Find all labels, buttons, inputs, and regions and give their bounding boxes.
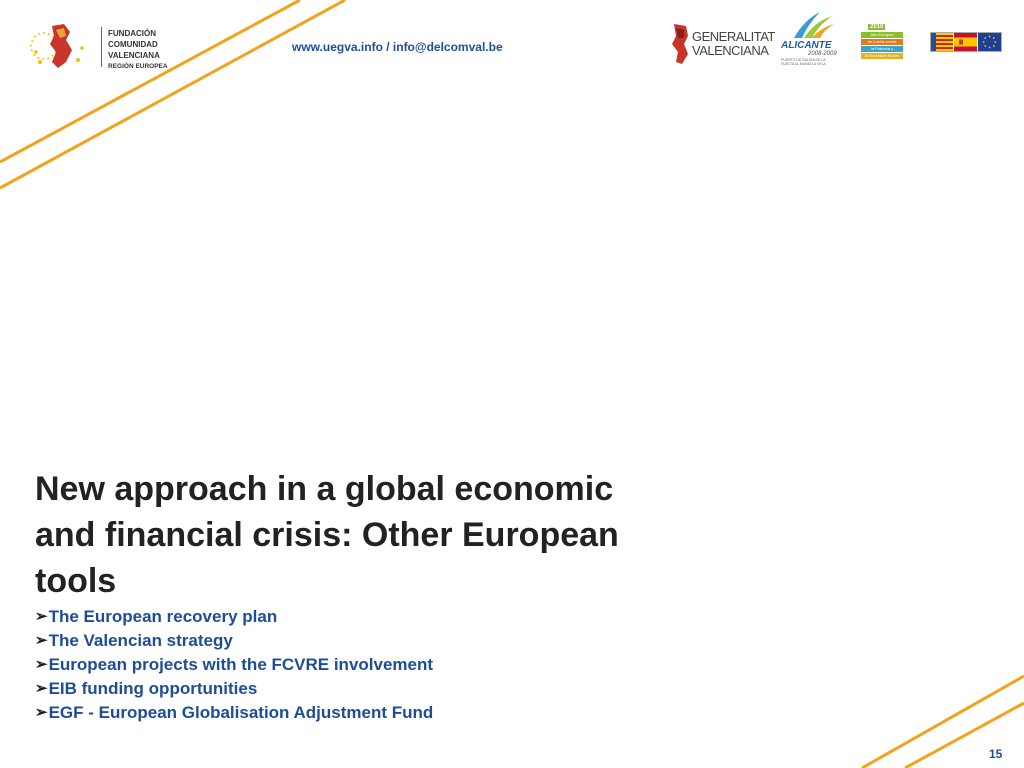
bullet-text: The Valencian strategy (48, 631, 233, 650)
slide-title: New approach in a global economic and financial crisis: Other European tools (35, 470, 619, 600)
fundacion-name (108, 28, 168, 72)
arrow-bullet-icon: ➢ (35, 608, 48, 625)
fundacion-line: COMUNIDAD (108, 40, 158, 49)
bullet-list (35, 605, 433, 725)
alicante-subtitle: PUERTO DE SALIDA DE LA VUELTA AL MUNDO A VELA (781, 58, 826, 66)
badge-year: 2010 (870, 24, 884, 30)
alicante-years: 2008-2009 (808, 51, 837, 57)
eu-flag-icon (978, 33, 1001, 51)
badge-line: Año Europeo (861, 32, 903, 38)
bullet-item (35, 653, 433, 677)
bullet-text: EGF - European Globalisation Adjustment Fund (48, 703, 434, 722)
flags-strip (930, 32, 1002, 52)
page-number: 15 (989, 747, 1003, 761)
fundacion-line: REGIÓN EUROPEA (108, 63, 168, 70)
arrow-bullet-icon: ➢ (35, 680, 48, 697)
badge-line: la Pobreza y (861, 46, 903, 52)
bullet-text: European projects with the FCVRE involvement (48, 655, 434, 674)
bullet-text: EIB funding opportunities (48, 679, 258, 698)
badge-line: la Exclusión Social (861, 53, 903, 59)
generalitat-emblem-icon (668, 22, 692, 66)
alicante-sails-icon (790, 10, 836, 40)
arrow-bullet-icon: ➢ (35, 704, 48, 721)
generalitat-wordmark (692, 30, 775, 58)
fundacion-divider (101, 27, 102, 67)
bullet-item (35, 701, 433, 725)
alicante-name: ALICANTE (781, 40, 832, 51)
bullet-item (35, 629, 433, 653)
arrow-bullet-icon: ➢ (35, 656, 48, 673)
fundacion-line: FUNDACIÓN (108, 29, 156, 38)
badge-line: de Lucha contra (861, 39, 903, 45)
european-year-2010-badge (858, 24, 906, 60)
orange-line-bottom-2 (905, 703, 1024, 768)
contact-link[interactable]: www.uegva.info / info@delcomval.be (292, 40, 503, 54)
generalitat-line: GENERALITAT (692, 29, 775, 44)
fundacion-logo-icon (30, 22, 100, 72)
bullet-item (35, 605, 433, 629)
bullet-text: The European recovery plan (48, 607, 278, 626)
spanish-flag-icon (954, 33, 977, 51)
generalitat-line: VALENCIANA (692, 43, 769, 58)
bullet-item (35, 677, 433, 701)
valencian-flag-icon (931, 33, 953, 51)
arrow-bullet-icon: ➢ (35, 632, 48, 649)
fundacion-line: VALENCIANA (108, 51, 160, 60)
